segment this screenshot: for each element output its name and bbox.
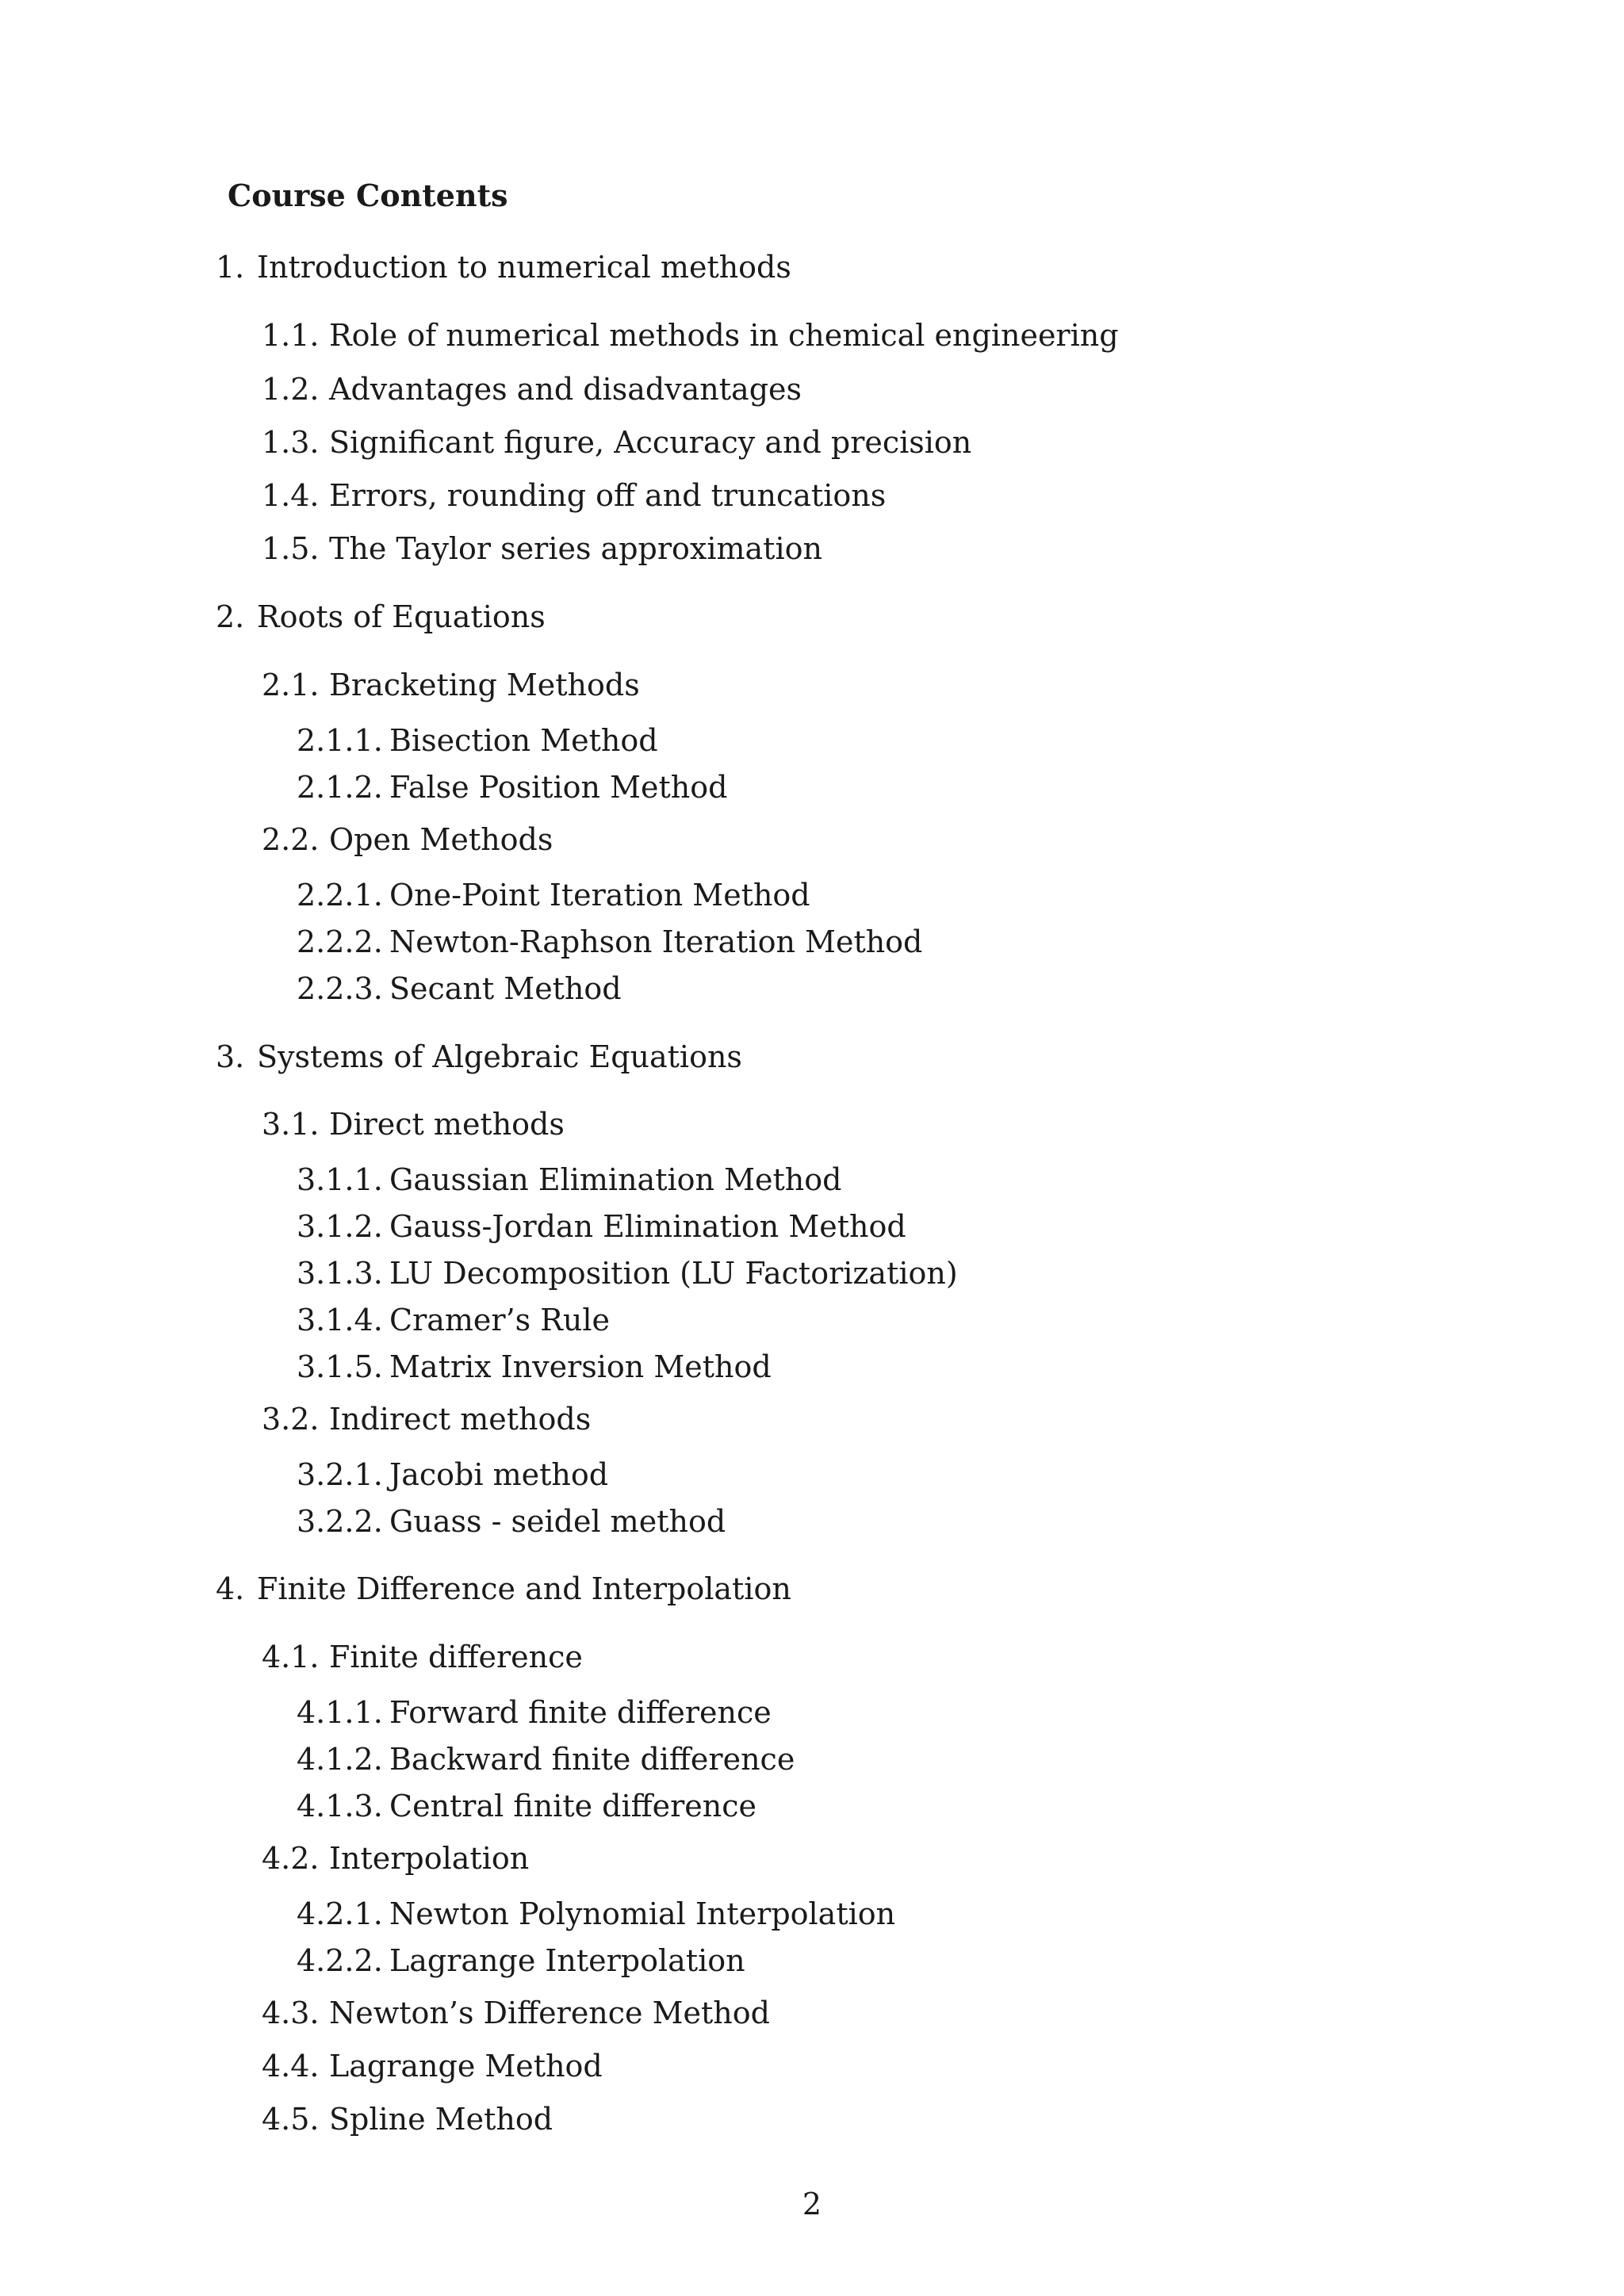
item-title: Forward finite difference: [389, 1695, 772, 1730]
item-title: Central finite difference: [389, 1789, 757, 1823]
item-title: Roots of Equations: [257, 599, 546, 634]
item-number: 4.1.1.: [297, 1695, 383, 1730]
toc-subsection: [262, 1839, 529, 1878]
toc-subsection: [262, 423, 971, 462]
item-title: Bracketing Methods: [329, 668, 640, 702]
item-title: Newton-Raphson Iteration Method: [389, 924, 923, 959]
item-number: 1.2.: [262, 372, 320, 407]
toc-subsection: [262, 1993, 770, 2033]
item-number: 1.5.: [262, 531, 320, 566]
item-number: 1.3.: [262, 425, 320, 460]
item-number: 4.1.3.: [297, 1789, 383, 1823]
item-title: Spline Method: [329, 2102, 553, 2137]
toc-subsubsection: [297, 1455, 608, 1494]
page-title: Course Contents: [228, 178, 508, 213]
item-number: 2.1.1.: [297, 723, 383, 758]
toc-section: [216, 1037, 742, 1077]
toc-subsection: [262, 665, 640, 705]
page-number: 2: [802, 2187, 822, 2221]
toc-section: [216, 247, 791, 287]
toc-subsection: [262, 476, 886, 515]
item-title: Indirect methods: [329, 1402, 592, 1437]
item-number: 3.1.2.: [297, 1209, 383, 1244]
item-number: 1.1.: [262, 318, 320, 353]
item-title: Secant Method: [389, 971, 622, 1006]
toc-subsubsection: [297, 969, 622, 1008]
toc-section: [216, 597, 546, 637]
item-title: Cramer’s Rule: [389, 1303, 610, 1337]
item-number: 3.1.1.: [297, 1162, 383, 1197]
item-number: 2.2.3.: [297, 971, 383, 1006]
toc-subsubsection: [297, 1300, 610, 1340]
item-title: False Position Method: [389, 770, 728, 805]
item-number: 2.1.: [262, 668, 320, 702]
item-title: Systems of Algebraic Equations: [257, 1039, 742, 1074]
item-title: Errors, rounding off and truncations: [329, 478, 887, 513]
item-number: 3.1.3.: [297, 1256, 383, 1291]
toc-section: [216, 1569, 791, 1609]
item-number: 2.2.1.: [297, 878, 383, 913]
item-number: 4.3.: [262, 1996, 320, 2030]
item-number: 3.2.2.: [297, 1504, 383, 1539]
item-number: 2.: [216, 599, 245, 634]
item-title: Lagrange Interpolation: [389, 1943, 745, 1978]
toc-subsection: [262, 1104, 565, 1144]
toc-subsubsection: [297, 1253, 958, 1293]
item-number: 4.2.2.: [297, 1943, 383, 1978]
item-title: Introduction to numerical methods: [257, 250, 791, 285]
item-number: 4.: [216, 1571, 245, 1606]
toc-subsection: [262, 1399, 591, 1439]
item-title: Newton Polynomial Interpolation: [389, 1896, 896, 1931]
item-number: 3.: [216, 1039, 245, 1074]
item-number: 3.1.5.: [297, 1349, 383, 1384]
item-title: Finite Difference and Interpolation: [257, 1571, 791, 1606]
item-number: 4.2.: [262, 1841, 320, 1876]
item-title: Direct methods: [329, 1107, 565, 1142]
item-number: 2.2.2.: [297, 924, 383, 959]
toc-subsubsection: [297, 1502, 726, 1541]
item-number: 4.4.: [262, 2049, 320, 2084]
item-title: Open Methods: [329, 822, 553, 857]
item-title: Finite difference: [329, 1640, 583, 1674]
item-number: 2.2.: [262, 822, 320, 857]
item-title: Matrix Inversion Method: [389, 1349, 772, 1384]
item-number: 3.2.1.: [297, 1457, 383, 1492]
item-title: Interpolation: [329, 1841, 530, 1876]
toc-subsubsection: [297, 1160, 841, 1200]
toc-subsubsection: [297, 1207, 906, 1246]
item-title: One-Point Iteration Method: [389, 878, 810, 913]
toc-subsubsection: [297, 1693, 772, 1732]
item-number: 3.1.4.: [297, 1303, 383, 1337]
item-title: Guass - seidel method: [389, 1504, 726, 1539]
toc-subsection: [262, 820, 553, 859]
toc-subsubsection: [297, 767, 727, 807]
item-title: Gaussian Elimination Method: [389, 1162, 842, 1197]
toc-subsection: [262, 2099, 553, 2139]
item-title: Gauss-Jordan Elimination Method: [389, 1209, 906, 1244]
item-number: 4.1.: [262, 1640, 320, 1674]
item-title: Advantages and disadvantages: [329, 372, 802, 407]
toc-subsubsection: [297, 1739, 795, 1779]
item-title: Jacobi method: [389, 1457, 609, 1492]
toc-subsubsection: [297, 721, 658, 760]
item-number: 2.1.2.: [297, 770, 383, 805]
item-title: Lagrange Method: [329, 2049, 603, 2084]
toc-subsection: [262, 369, 802, 409]
item-number: 3.2.: [262, 1402, 320, 1437]
item-title: Backward finite difference: [389, 1742, 795, 1777]
toc-subsubsection: [297, 875, 810, 915]
item-title: Bisection Method: [389, 723, 658, 758]
item-title: Significant figure, Accuracy and precision: [329, 425, 972, 460]
item-number: 1.: [216, 250, 245, 285]
toc-subsubsection: [297, 922, 922, 962]
toc-subsubsection: [297, 1786, 756, 1826]
item-title: Role of numerical methods in chemical engineering: [329, 318, 1119, 353]
toc-subsection: [262, 529, 822, 568]
toc-subsubsection: [297, 1347, 772, 1387]
toc-subsection: [262, 316, 1119, 355]
item-number: 1.4.: [262, 478, 320, 513]
toc-subsection: [262, 1637, 583, 1677]
item-number: 4.1.2.: [297, 1742, 383, 1777]
toc-subsubsection: [297, 1894, 895, 1934]
item-number: 3.1.: [262, 1107, 320, 1142]
toc-subsubsection: [297, 1941, 745, 1980]
item-number: 4.2.1.: [297, 1896, 383, 1931]
item-title: Newton’s Difference Method: [329, 1996, 770, 2030]
toc-subsection: [262, 2046, 603, 2086]
item-title: The Taylor series approximation: [329, 531, 822, 566]
item-number: 4.5.: [262, 2102, 320, 2137]
item-title: LU Decomposition (LU Factorization): [389, 1256, 958, 1291]
